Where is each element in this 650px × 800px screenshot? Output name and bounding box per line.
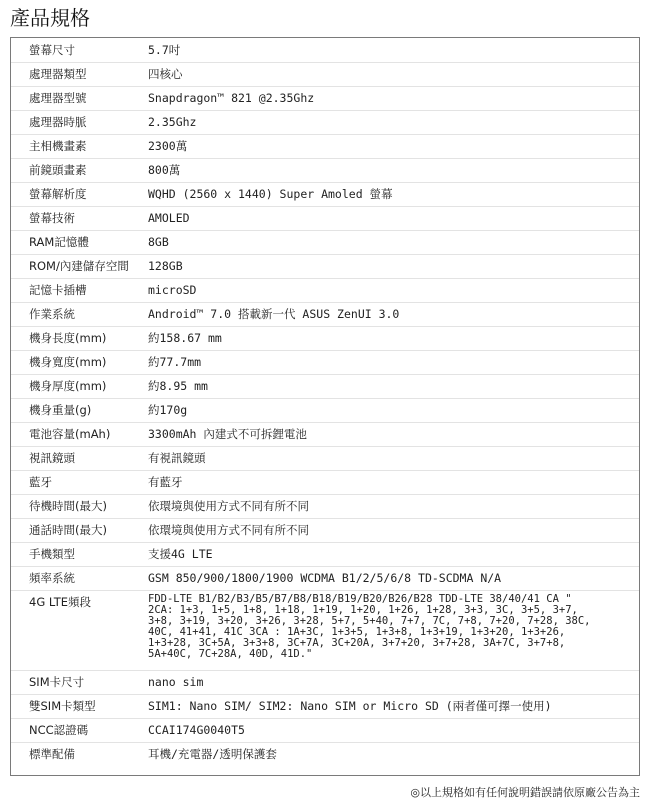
spec-row: [11, 470, 639, 495]
spec-row: [11, 206, 639, 231]
spec-value: 約170g: [148, 403, 188, 417]
spec-value: 5.7吋: [148, 43, 181, 57]
spec-label: 手機類型: [29, 547, 75, 561]
spec-label: RAM記憶體: [29, 235, 89, 249]
spec-value: microSD: [148, 283, 197, 297]
spec-row: [11, 86, 639, 111]
spec-value: 約77.7mm: [148, 355, 202, 369]
spec-row: [11, 742, 639, 766]
spec-label: NCC認證碼: [29, 723, 89, 737]
spec-label: 機身長度(mm): [29, 331, 107, 345]
spec-value: 8GB: [148, 235, 169, 249]
spec-row: [11, 518, 639, 543]
spec-label: 待機時間(最大): [29, 499, 107, 513]
spec-label: 視訊鏡頭: [29, 451, 75, 465]
spec-row: [11, 110, 639, 135]
spec-value: 依環境與使用方式不同有所不同: [148, 523, 309, 537]
spec-value: 約158.67 mm: [148, 331, 222, 345]
spec-label: 雙SIM卡類型: [29, 699, 96, 713]
spec-value: 支援4G LTE: [148, 547, 213, 561]
spec-label: 標準配備: [29, 747, 75, 761]
spec-row: [11, 350, 639, 375]
spec-value: 耳機/充電器/透明保護套: [148, 747, 277, 761]
spec-value: SIM1: Nano SIM/ SIM2: Nano SIM or Micro SD (兩者僅可擇一使用): [148, 699, 552, 713]
spec-label: 機身重量(g): [29, 403, 92, 417]
spec-label: 通話時間(最大): [29, 523, 107, 537]
spec-value: 有視訊鏡頭: [148, 451, 206, 465]
spec-row: [11, 718, 639, 743]
spec-label: 電池容量(mAh): [29, 427, 111, 441]
spec-label: 處理器類型: [29, 67, 87, 81]
spec-table: [10, 37, 640, 776]
spec-row: [11, 494, 639, 519]
spec-row: [11, 254, 639, 279]
spec-row: [11, 694, 639, 719]
spec-label: 處理器型號: [29, 91, 87, 105]
spec-label: 前鏡頭畫素: [29, 163, 87, 177]
spec-value: 3300mAh 內建式不可拆鋰電池: [148, 427, 307, 441]
spec-value: nano sim: [148, 675, 204, 689]
spec-row: [11, 422, 639, 447]
spec-row: [11, 134, 639, 159]
spec-value: 有藍牙: [148, 475, 183, 489]
spec-row: [11, 446, 639, 471]
spec-label: ROM/內建儲存空間: [29, 259, 129, 273]
spec-row: [11, 670, 639, 695]
spec-value: 四核心: [148, 67, 183, 81]
spec-row: [11, 158, 639, 183]
spec-value: 約8.95 mm: [148, 379, 208, 393]
spec-value: Android™ 7.0 搭載新一代 ASUS ZenUI 3.0: [148, 307, 400, 321]
spec-label: 頻率系統: [29, 571, 75, 585]
spec-row: [11, 230, 639, 255]
spec-label: 藍牙: [29, 475, 52, 489]
spec-label: 4G LTE頻段: [29, 595, 91, 609]
spec-row: [11, 38, 639, 63]
footer-note: ◎以上規格如有任何說明錯誤請依原廠公告為主: [410, 786, 640, 799]
spec-label: 作業系統: [29, 307, 75, 321]
spec-value: 依環境與使用方式不同有所不同: [148, 499, 309, 513]
spec-label: 主相機畫素: [29, 139, 87, 153]
spec-label: 機身厚度(mm): [29, 379, 107, 393]
spec-row: [11, 566, 639, 591]
spec-value: 800萬: [148, 163, 181, 177]
spec-row: [11, 302, 639, 327]
spec-label: 處理器時脈: [29, 115, 87, 129]
spec-row: [11, 278, 639, 303]
spec-row: [11, 374, 639, 399]
spec-label: 螢幕技術: [29, 211, 75, 225]
spec-label: SIM卡尺寸: [29, 675, 85, 689]
spec-label: 螢幕解析度: [29, 187, 87, 201]
spec-value: 128GB: [148, 259, 183, 273]
spec-label: 機身寬度(mm): [29, 355, 107, 369]
spec-row: [11, 326, 639, 351]
spec-value: AMOLED: [148, 211, 190, 225]
spec-value: WQHD (2560 x 1440) Super Amoled 螢幕: [148, 187, 393, 201]
spec-row: [11, 398, 639, 423]
spec-row: [11, 182, 639, 207]
spec-label: 記憶卡插槽: [29, 283, 87, 297]
spec-row: [11, 62, 639, 87]
spec-value: Snapdragon™ 821 @2.35Ghz: [148, 91, 315, 105]
page-title: 產品規格: [10, 6, 90, 30]
spec-row: [11, 590, 639, 671]
spec-label: 螢幕尺寸: [29, 43, 75, 57]
spec-value: FDD-LTE B1/B2/B3/B5/B7/B8/B18/B19/B20/B26/B28 TDD-LTE 38/40/41 CA " 2CA: 1+3, 1+5, 1+8, 1+18, 1+19, 1+20, 1+26, 1+28, 3+3, 3C, 3+5, 3+7, 3+8, 3+19, 3+20, 3+26, 3+28, 5+7, 5+40, 7+7, 7C, 7+8, 7+20, 7+28, 38C, 40C, 41+41, 41C 3CA : 1A+3C, 1+3+5, 1+3+8, 1+3+19, 1+3+20, 1+3+26, 1+3+28, 3C+5A, 3+3+8, 3C+7A, 3C+20A, 3+7+20, 3+7+28, 3A+7C, 3+7+8, 5A+40C, 7C+28A, 40D, 41D.": [148, 593, 591, 660]
spec-value: GSM 850/900/1800/1900 WCDMA B1/2/5/6/8 TD-SCDMA N/A: [148, 571, 502, 585]
spec-row: [11, 542, 639, 567]
spec-value: CCAI174G0040T5: [148, 723, 245, 737]
spec-value: 2.35Ghz: [148, 115, 197, 129]
spec-value: 2300萬: [148, 139, 188, 153]
